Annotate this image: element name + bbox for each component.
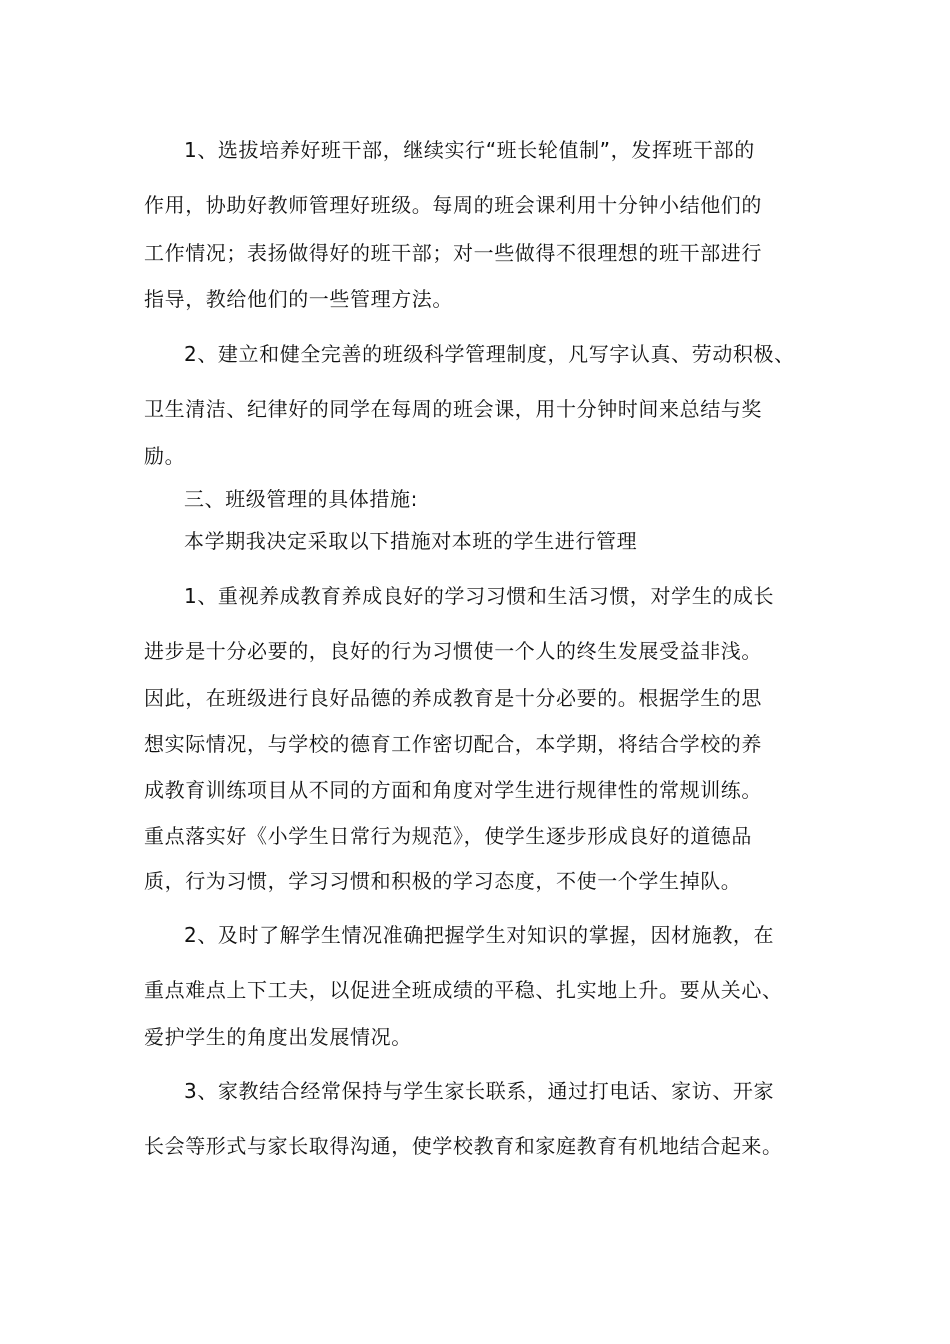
paragraph-2-line-3: 励。 [144, 444, 186, 468]
measure-1-line-4: 想实际情况，与学校的德育工作密切配合，本学期，将结合学校的养 [144, 732, 762, 756]
measure-1-line-7: 质，行为习惯，学习习惯和积极的学习态度，不使一个学生掉队。 [144, 869, 742, 893]
measure-3-line-2: 长会等形式与家长取得沟通，使学校教育和家庭教育有机地结合起来。 [144, 1134, 783, 1158]
paragraph-1-line-1: 1、选拔培养好班干部，继续实行“班长轮值制”，发挥班干部的 [184, 138, 755, 162]
paragraph-1-line-2: 作用，协助好教师管理好班级。每周的班会课利用十分钟小结他们的 [144, 193, 762, 217]
section-intro: 本学期我决定采取以下措施对本班的学生进行管理 [184, 529, 638, 553]
measure-2-line-3: 爱护学生的角度出发展情况。 [144, 1025, 412, 1049]
section-heading: 三、班级管理的具体措施: [184, 487, 418, 511]
measure-1-line-1: 1、重视养成教育养成良好的学习习惯和生活习惯，对学生的成长 [184, 584, 775, 608]
paragraph-1-line-4: 指导，教给他们的一些管理方法。 [144, 287, 453, 311]
measure-1-line-6: 重点落实好《小学生日常行为规范》，使学生逐步形成良好的道德品 [144, 824, 752, 848]
measure-1-line-3: 因此，在班级进行良好品德的养成教育是十分必要的。根据学生的思 [144, 686, 762, 710]
measure-2-line-2: 重点难点上下工夫，以促进全班成绩的平稳、扎实地上升。要从关心、 [144, 978, 783, 1002]
paragraph-2-line-1: 2、建立和健全完善的班级科学管理制度，凡写字认真、劳动积极、 [184, 342, 795, 366]
paragraph-1-line-3: 工作情况；表扬做得好的班干部；对一些做得不很理想的班干部进行 [144, 241, 762, 265]
measure-1-line-2: 进步是十分必要的，良好的行为习惯使一个人的终生发展受益非浅。 [144, 639, 762, 663]
measure-1-line-5: 成教育训练项目从不同的方面和角度对学生进行规律性的常规训练。 [144, 778, 762, 802]
measure-3-line-1: 3、家教结合经常保持与学生家长联系，通过打电话、家访、开家 [184, 1079, 775, 1103]
measure-2-line-1: 2、及时了解学生情况准确把握学生对知识的掌握，因材施教，在 [184, 923, 775, 947]
paragraph-2-line-2: 卫生清洁、纪律好的同学在每周的班会课，用十分钟时间来总结与奖 [144, 397, 762, 421]
